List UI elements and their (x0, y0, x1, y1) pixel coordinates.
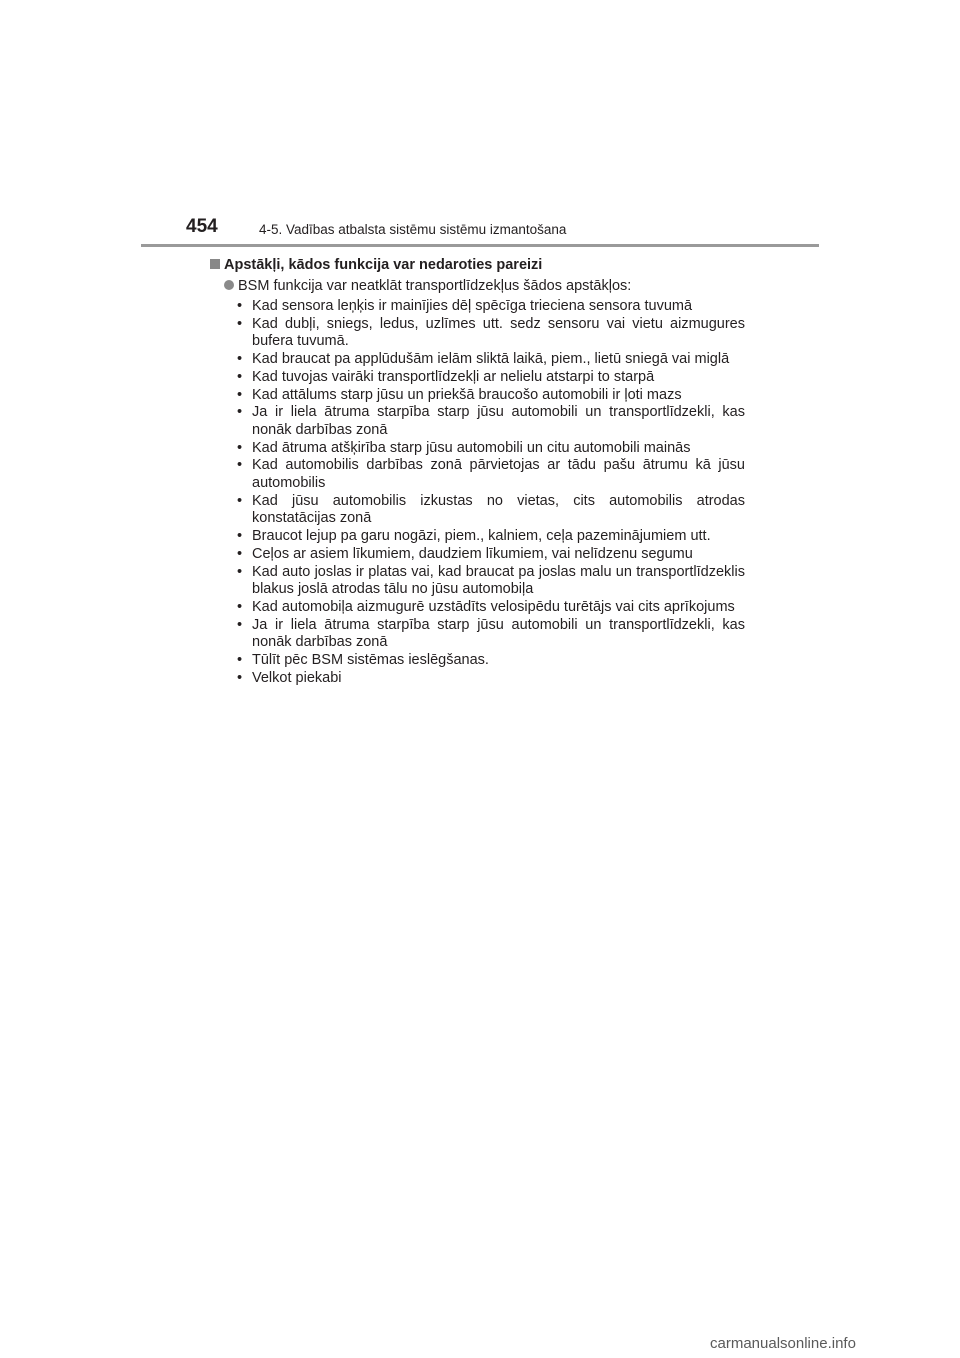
list-item: • Kad jūsu automobilis izkustas no vietas, cits automobilis atrodas konstatācijas zonā (237, 492, 745, 527)
page-number: 454 (186, 216, 218, 237)
bullet-icon: • (237, 598, 243, 615)
bullet-icon: • (237, 669, 243, 686)
list-item: • Ja ir liela ātruma starpība starp jūsu automobili un transportlīdzekli, kas nonāk darbības zonā (237, 404, 745, 438)
intro-paragraph (224, 276, 631, 296)
bullet-icon: • (237, 652, 243, 669)
bullet-icon: • (237, 545, 243, 562)
list-item: • Velkot piekabi (237, 669, 342, 686)
list-item: • Kad sensora leņķis ir mainījies dēļ spēcīga trieciena sensora tuvumā (237, 298, 693, 314)
list-item: • Ja ir liela ātruma starpība starp jūsu automobili un transportlīdzekli, kas nonāk darbības zonā (237, 616, 745, 651)
section-heading-text: Apstākļi, kādos funkcija var nedaroties pareizi (224, 257, 543, 273)
list-item: • Kad automobiļa aizmugurē uzstādīts velosipēdu turētājs vai cits aprīkojums (237, 598, 735, 615)
bullet-icon: • (237, 386, 243, 403)
bullet-icon: • (237, 351, 243, 368)
circle-bullet-icon (224, 280, 234, 290)
square-bullet-icon (210, 259, 220, 269)
list-item: • Kad ātruma atšķirība starp jūsu automobili un citu automobili mainās (237, 439, 691, 456)
list-item: • Kad automobilis darbības zonā pārvietojas ar tādu pašu ātrumu kā jūsu automobilis (237, 457, 745, 492)
bullet-icon: • (237, 492, 243, 509)
bullet-icon: • (237, 368, 243, 385)
list-item: • Tūlīt pēc BSM sistēmas ieslēgšanas. (237, 652, 489, 669)
bullet-icon: • (237, 563, 243, 580)
bullet-icon: • (237, 315, 243, 332)
list-item: • Kad dubļi, sniegs, ledus, uzlīmes utt. sedz sensoru vai vietu aizmugures bufera tuvumā. (237, 315, 745, 350)
bullet-icon: • (237, 439, 243, 456)
bullet-icon: • (237, 404, 243, 421)
list-item: • Kad braucat pa applūdušām ielām sliktā laikā, piem., lietū sniegā vai miglā (237, 351, 730, 368)
section-heading (210, 255, 542, 275)
list-item: • Kad tuvojas vairāki transportlīdzekļi ar nelielu atstarpi to starpā (237, 368, 655, 385)
bullet-icon: • (237, 298, 243, 314)
intro-text: BSM funkcija var neatklāt transportlīdzekļus šādos apstākļos: (238, 278, 632, 294)
list-item: • Kad auto joslas ir platas vai, kad braucat pa joslas malu un transportlīdzeklis blakus joslā atrodas tālu no jūsu automobiļa (237, 563, 745, 598)
bullet-icon: • (237, 457, 243, 474)
bullet-icon: • (237, 528, 243, 545)
bullet-icon: • (237, 616, 243, 633)
running-header-title: 4-5. Vadības atbalsta sistēmu sistēmu izmantošana (259, 222, 567, 237)
list-item: • Braucot lejup pa garu nogāzi, piem., kalniem, ceļa pazeminājumiem utt. (237, 528, 711, 545)
list-item: • Kad attālums starp jūsu un priekšā braucošo automobili ir ļoti mazs (237, 386, 682, 403)
header-divider (141, 244, 819, 247)
list-item: • Ceļos ar asiem līkumiem, daudziem līkumiem, vai nelīdzenu segumu (237, 545, 693, 562)
conditions-list (237, 298, 745, 687)
footer-watermark: carmanualsonline.info (710, 1335, 856, 1352)
